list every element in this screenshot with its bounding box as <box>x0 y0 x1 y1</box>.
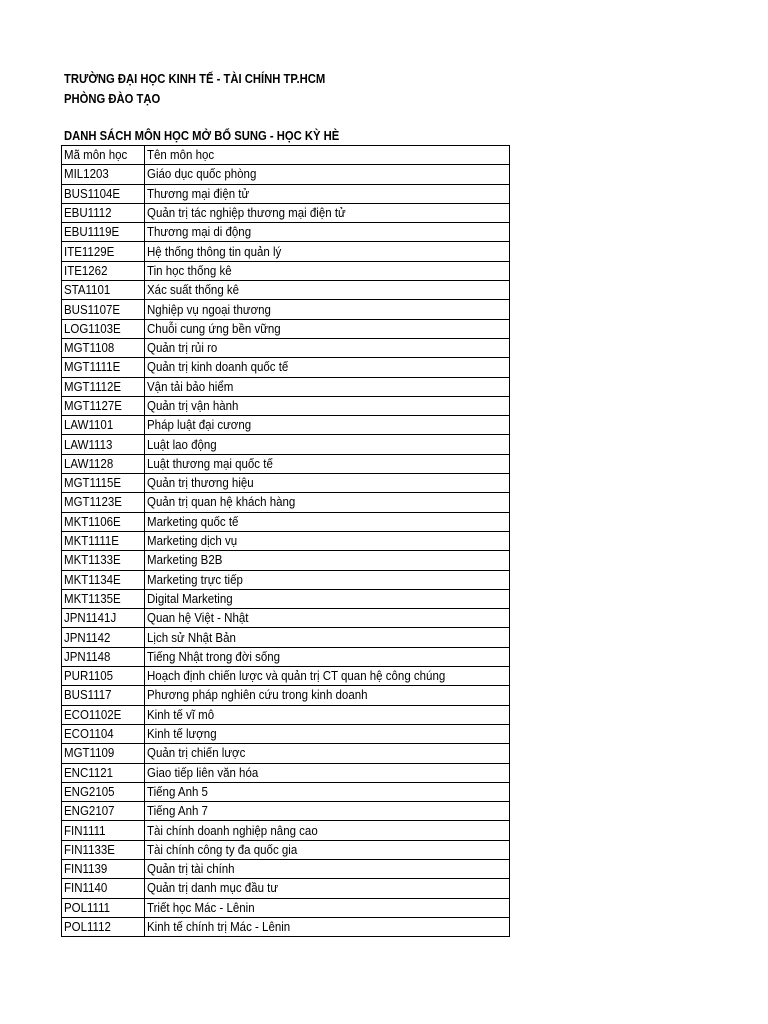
table-row <box>62 396 510 415</box>
course-name-cell: Quản trị tác nghiệp thương mại điện tử <box>145 203 510 222</box>
table-row <box>62 705 510 724</box>
course-code-cell: POL1111 <box>62 898 145 917</box>
course-code-cell: FIN1133E <box>62 840 145 859</box>
table-row <box>62 609 510 628</box>
course-code-cell: BUS1107E <box>62 300 145 319</box>
table-row <box>62 744 510 763</box>
course-name-cell: Nghiệp vụ ngoại thương <box>145 300 510 319</box>
course-name-cell: Tài chính công ty đa quốc gia <box>145 840 510 859</box>
course-name-cell: Lịch sử Nhật Bản <box>145 628 510 647</box>
course-name-cell: Tiếng Nhật trong đời sống <box>145 647 510 666</box>
course-code-cell: LAW1128 <box>62 454 145 473</box>
course-name-cell: Tiếng Anh 5 <box>145 782 510 801</box>
course-name-cell: Phương pháp nghiên cứu trong kinh doanh <box>145 686 510 705</box>
table-row <box>62 242 510 261</box>
course-code-cell: ITE1129E <box>62 242 145 261</box>
course-name-cell: Kinh tế vĩ mô <box>145 705 510 724</box>
course-code-cell: MGT1109 <box>62 744 145 763</box>
course-code-cell: ECO1104 <box>62 724 145 743</box>
course-code-cell: STA1101 <box>62 281 145 300</box>
table-row <box>62 203 510 222</box>
table-row <box>62 879 510 898</box>
course-name-cell: Thương mại điện tử <box>145 184 510 203</box>
course-name-cell: Chuỗi cung ứng bền vững <box>145 319 510 338</box>
course-table-body <box>62 146 510 937</box>
school-name: TRƯỜNG ĐẠI HỌC KINH TẾ - TÀI CHÍNH TP.HCM <box>64 72 326 86</box>
table-row <box>62 338 510 357</box>
table-row <box>62 840 510 859</box>
table-row <box>62 261 510 280</box>
course-name-cell: Tài chính doanh nghiệp nâng cao <box>145 821 510 840</box>
table-row <box>62 300 510 319</box>
course-name-cell: Quan hệ Việt - Nhật <box>145 609 510 628</box>
course-name-cell: Giao tiếp liên văn hóa <box>145 763 510 782</box>
table-row <box>62 512 510 531</box>
table-row <box>62 493 510 512</box>
course-code-cell: JPN1142 <box>62 628 145 647</box>
course-code-cell: LAW1101 <box>62 416 145 435</box>
course-name-cell: Triết học Mác - Lênin <box>145 898 510 917</box>
course-table <box>61 145 510 937</box>
table-row <box>62 474 510 493</box>
course-name-cell: Marketing dịch vụ <box>145 531 510 550</box>
course-code-cell: MGT1108 <box>62 338 145 357</box>
course-code-cell: MGT1115E <box>62 474 145 493</box>
course-code-cell: LAW1113 <box>62 435 145 454</box>
course-name-cell: Vận tải bảo hiểm <box>145 377 510 396</box>
course-code-cell: MGT1123E <box>62 493 145 512</box>
course-code-cell: MIL1203 <box>62 165 145 184</box>
table-row <box>62 454 510 473</box>
course-code-cell: EBU1119E <box>62 223 145 242</box>
course-name-cell: Hệ thống thông tin quản lý <box>145 242 510 261</box>
table-row <box>62 802 510 821</box>
table-row <box>62 435 510 454</box>
course-code-cell: ENC1121 <box>62 763 145 782</box>
course-name-cell: Hoạch định chiến lược và quản trị CT quan hệ công chúng <box>145 667 510 686</box>
course-name-cell: Quản trị vận hành <box>145 396 510 415</box>
table-row <box>62 667 510 686</box>
course-code-cell: MKT1134E <box>62 570 145 589</box>
table-row <box>62 165 510 184</box>
table-row <box>62 898 510 917</box>
course-name-cell: Quản trị danh mục đầu tư <box>145 879 510 898</box>
course-name-cell: Quản trị tài chính <box>145 859 510 878</box>
table-row <box>62 917 510 936</box>
table-row <box>62 724 510 743</box>
course-name-cell: Digital Marketing <box>145 589 510 608</box>
course-code-cell: BUS1117 <box>62 686 145 705</box>
course-code-cell: EBU1112 <box>62 203 145 222</box>
table-row <box>62 859 510 878</box>
table-row <box>62 551 510 570</box>
table-row <box>62 686 510 705</box>
course-name-cell: Quản trị thương hiệu <box>145 474 510 493</box>
course-code-cell: ENG2105 <box>62 782 145 801</box>
table-row <box>62 763 510 782</box>
course-name-cell: Xác suất thống kê <box>145 281 510 300</box>
course-name-cell: Giáo dục quốc phòng <box>145 165 510 184</box>
course-code-cell: MKT1135E <box>62 589 145 608</box>
course-code-cell: ECO1102E <box>62 705 145 724</box>
course-name-cell: Pháp luật đại cương <box>145 416 510 435</box>
course-code-cell: MGT1111E <box>62 358 145 377</box>
course-name-cell: Quản trị rủi ro <box>145 338 510 357</box>
table-row <box>62 570 510 589</box>
table-row <box>62 377 510 396</box>
course-name-cell: Quản trị chiến lược <box>145 744 510 763</box>
course-code-cell: MGT1127E <box>62 396 145 415</box>
course-code-cell: JPN1148 <box>62 647 145 666</box>
course-name-cell: Quản trị kinh doanh quốc tế <box>145 358 510 377</box>
course-name-cell: Marketing quốc tế <box>145 512 510 531</box>
course-name-cell: Luật thương mại quốc tế <box>145 454 510 473</box>
department-name: PHÒNG ĐÀO TẠO <box>64 92 161 106</box>
table-row <box>62 223 510 242</box>
course-name-cell: Tin học thống kê <box>145 261 510 280</box>
table-row <box>62 589 510 608</box>
table-row <box>62 358 510 377</box>
table-header-row <box>62 146 510 165</box>
table-row <box>62 184 510 203</box>
table-row <box>62 647 510 666</box>
course-name-cell: Marketing B2B <box>145 551 510 570</box>
column-header-name: Tên môn học <box>145 146 510 165</box>
course-code-cell: LOG1103E <box>62 319 145 338</box>
course-code-cell: JPN1141J <box>62 609 145 628</box>
course-name-cell: Thương mại di động <box>145 223 510 242</box>
course-code-cell: FIN1140 <box>62 879 145 898</box>
course-code-cell: ITE1262 <box>62 261 145 280</box>
course-code-cell: MKT1106E <box>62 512 145 531</box>
course-name-cell: Kinh tế chính trị Mác - Lênin <box>145 917 510 936</box>
table-row <box>62 319 510 338</box>
course-code-cell: MGT1112E <box>62 377 145 396</box>
course-name-cell: Luật lao động <box>145 435 510 454</box>
table-row <box>62 416 510 435</box>
course-name-cell: Quản trị quan hệ khách hàng <box>145 493 510 512</box>
course-code-cell: FIN1111 <box>62 821 145 840</box>
table-row <box>62 628 510 647</box>
course-name-cell: Marketing trực tiếp <box>145 570 510 589</box>
table-row <box>62 821 510 840</box>
table-row <box>62 281 510 300</box>
course-code-cell: FIN1139 <box>62 859 145 878</box>
course-code-cell: MKT1111E <box>62 531 145 550</box>
column-header-code: Mã môn học <box>62 146 145 165</box>
course-name-cell: Tiếng Anh 7 <box>145 802 510 821</box>
course-code-cell: PUR1105 <box>62 667 145 686</box>
table-row <box>62 782 510 801</box>
course-code-cell: BUS1104E <box>62 184 145 203</box>
table-row <box>62 531 510 550</box>
course-code-cell: POL1112 <box>62 917 145 936</box>
course-code-cell: MKT1133E <box>62 551 145 570</box>
document-title: DANH SÁCH MÔN HỌC MỞ BỔ SUNG - HỌC KỲ HÈ <box>64 129 340 143</box>
course-code-cell: ENG2107 <box>62 802 145 821</box>
course-name-cell: Kinh tế lượng <box>145 724 510 743</box>
